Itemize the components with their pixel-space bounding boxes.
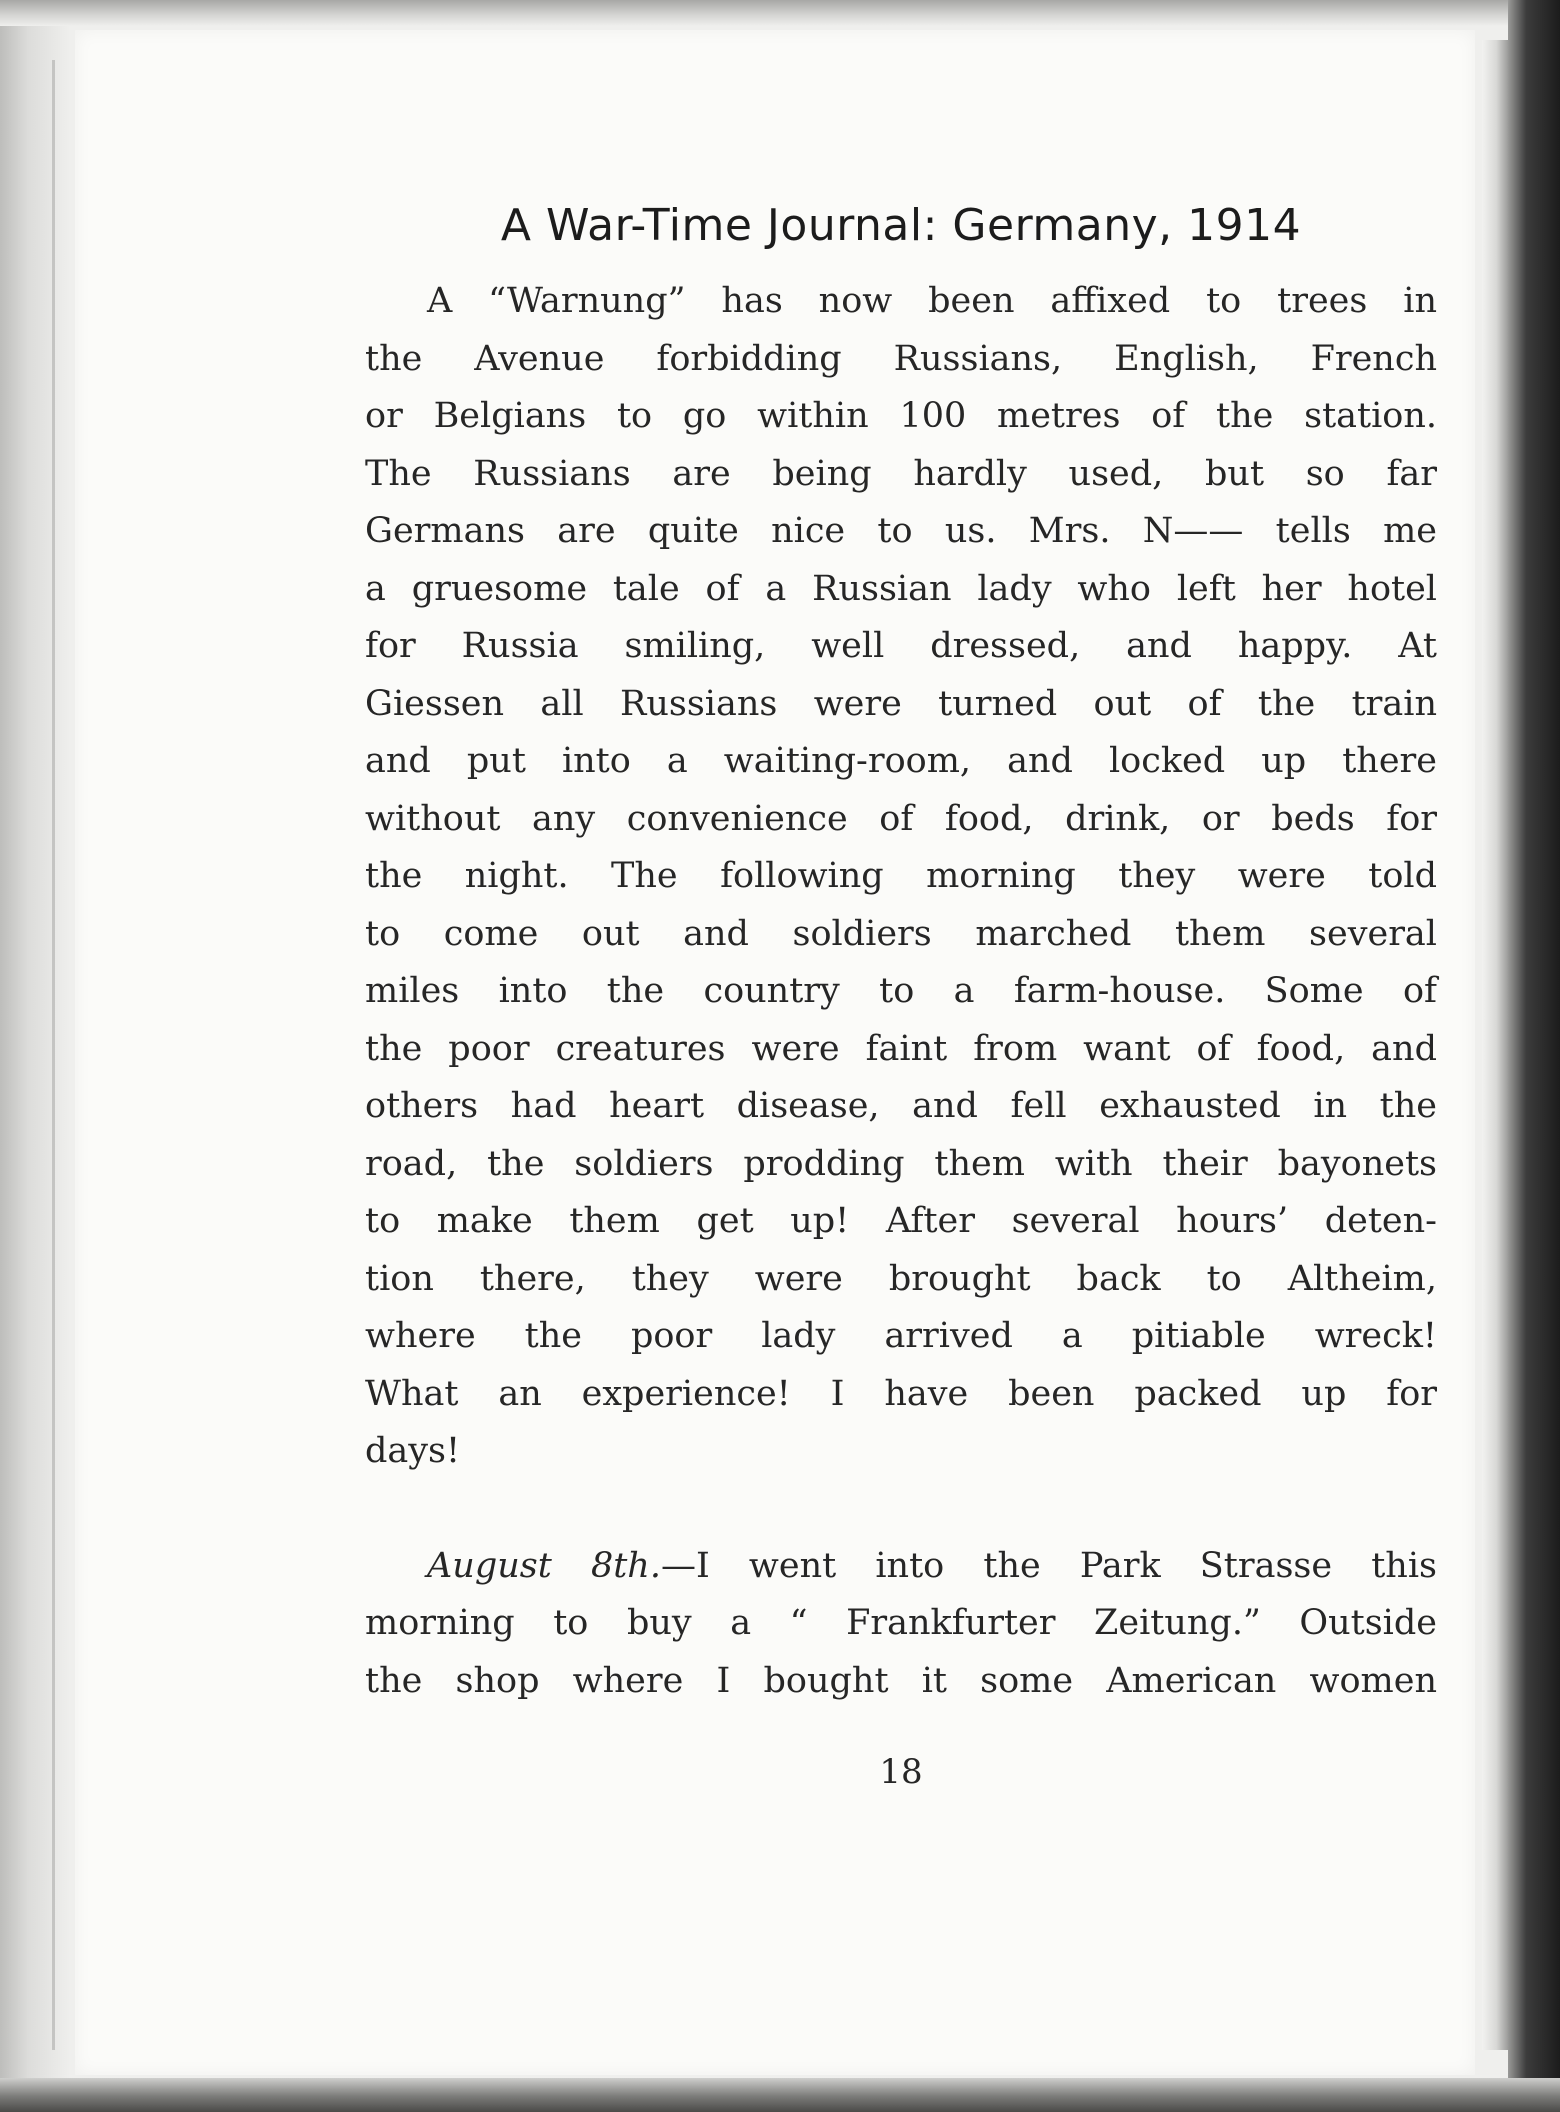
scanner-frame-edge: [1508, 0, 1560, 2112]
text-line: road, the soldiers prodding them with their bayonets: [365, 1143, 1437, 1184]
page-block-edge: [1482, 40, 1508, 2050]
text-line: miles into the country to a farm-house. Some of: [365, 971, 1437, 1011]
page-gutter-edge: [0, 0, 70, 2112]
paragraph-2: [365, 1538, 1437, 1711]
text-line: where the poor lady arrived a pitiable wreck!: [365, 1316, 1437, 1356]
text-line: to make them get up! After several hours’ deten-: [365, 1201, 1437, 1241]
dateline-continuation: —I went into the Park Strasse this: [660, 1545, 1437, 1586]
text-line: days!: [365, 1431, 461, 1471]
text-line: Giessen all Russians were turned out of the train: [365, 683, 1437, 724]
text-line: Germans are quite nice to us. Mrs. N—— tells me: [365, 511, 1437, 551]
deckle-edge: [52, 60, 55, 2050]
text-line: or Belgians to go within 100 metres of the station.: [365, 396, 1437, 436]
text-line: others had heart disease, and fell exhausted in the: [365, 1086, 1437, 1126]
top-edge-shadow: [0, 0, 1510, 26]
text-line: for Russia smiling, well dressed, and happy. At: [365, 626, 1437, 666]
text-line: a gruesome tale of a Russian lady who left her hotel: [365, 568, 1437, 609]
text-line: without any convenience of food, drink, or beds for: [365, 798, 1437, 839]
dateline: August 8th.: [427, 1545, 661, 1586]
page-number: 18: [879, 1752, 923, 1792]
text-line: the Avenue forbidding Russians, English, French: [365, 338, 1437, 379]
text-line: The Russians are being hardly used, but so far: [365, 453, 1437, 494]
text-line: the poor creatures were faint from want of food, and: [365, 1028, 1437, 1069]
text-line: and put into a waiting-room, and locked up there: [365, 741, 1437, 781]
text-line: morning to buy a “ Frankfurter Zeitung.” Outside: [365, 1603, 1437, 1643]
paragraph-break: [365, 1481, 1437, 1538]
text-line: tion there, they were brought back to Altheim,: [365, 1258, 1437, 1299]
text-block: [365, 200, 1437, 1710]
page-sheet: [75, 30, 1475, 2075]
text-line: to come out and soldiers marched them several: [365, 913, 1437, 954]
text-line: the shop where I bought it some American women: [365, 1660, 1437, 1701]
text-line: [365, 1538, 1437, 1596]
text-line: What an experience! I have been packed up for: [365, 1373, 1437, 1414]
text-line: A “Warnung” has now been affixed to trees in: [427, 281, 1437, 321]
running-head: A War-Time Journal: Germany, 1914: [500, 200, 1302, 251]
text-line: the night. The following morning they were told: [365, 856, 1437, 896]
bottom-edge-shadow: [0, 2078, 1560, 2112]
paragraph-1: [365, 273, 1437, 1481]
